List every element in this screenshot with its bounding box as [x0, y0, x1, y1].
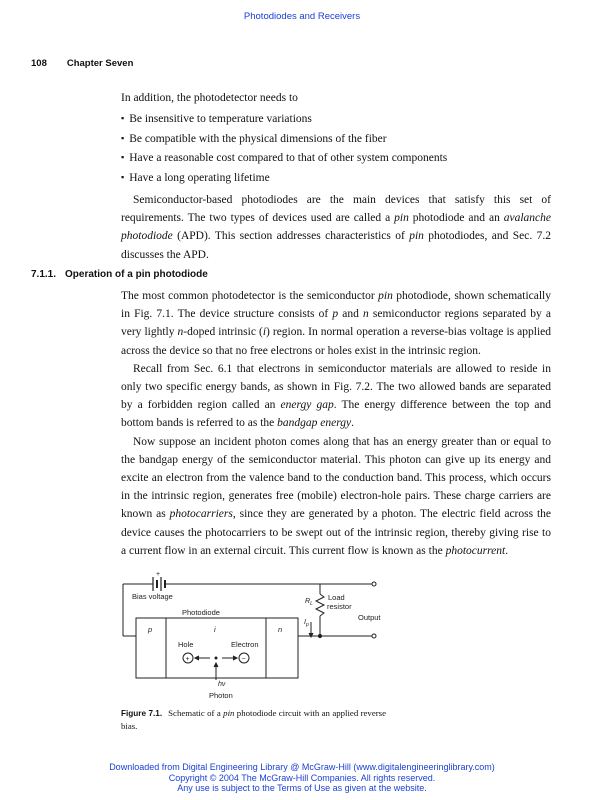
electron-charge-symbol: − [241, 656, 246, 663]
footer-notice [0, 762, 604, 794]
section-heading [31, 269, 208, 280]
figure-pin-circuit [120, 572, 390, 702]
i-region-label: i [214, 625, 216, 634]
paragraph-energy-bands: Recall from Sec. 6.1 that electrons in semiconductor materials are allowed to reside in only two specific energy bands, as shown in Fig. 7.2. The two allowed bands are separated by a forbidden region called an energy gap. The energy difference between the top and bottom bands is referred to as the bandgap energy. [121, 362, 551, 430]
output-label: Output [358, 613, 381, 622]
page-number: 108 [31, 58, 47, 69]
footer-copyright: Copyright © 2004 The McGraw-Hill Companies. All rights reserved. [168, 772, 436, 783]
list-item: ▪ Have a reasonable cost compared to that of other system components [121, 149, 551, 169]
running-head [31, 58, 133, 69]
photon-label: Photon [209, 691, 233, 700]
figure-caption: Figure 7.1. Schematic of a pin photodiode circuit with an applied reverse bias. [121, 708, 386, 731]
section-number: 7.1.1. [31, 269, 57, 280]
paragraph-structure: The most common photodetector is the semiconductor pin photodiode, shown schematically in Fig. 7.1. The device structure consists of p and n semiconductor regions separated by a very lightly n-doped intrinsic (i) region. In normal operation a reverse-bias voltage is applied across the device so that no free electrons or holes exist in the intrinsic region. [121, 290, 551, 357]
section-title: Operation of a pin photodiode [65, 269, 208, 280]
photon-energy-symbol: hν [218, 681, 226, 688]
list-item: ▪ Be insensitive to temperature variations [121, 110, 551, 130]
paragraph-photocurrent: Now suppose an incident photon comes along that has an energy greater than or equal to the bandgap energy of the semiconductor material. This photon can give up its energy and excite an electron from the valence band to the conduction band. This process, which occurs in the intrinsic region, generates free (mobile) electron-hole pairs. These charge carriers are known as photocarriers, since they are generated by a photon. The electric field across the device causes the photocarriers to be swept out of the intrinsic region, thereby giving rise to a current flow in an external circuit. This current flow is known as the photocurrent. [121, 435, 551, 557]
paragraph-photodiode-types: Semiconductor-based photodiodes are the main devices that satisfy this set of requirements. The two types of devices used are called a pin photodiode and an avalanche photodiode (APD). This section addresses characteristics of pin photodiodes, and Sec. 7.2 discusses the APD. [121, 194, 552, 261]
requirements-list [121, 110, 551, 188]
photodiode-label: Photodiode [182, 608, 220, 617]
figure-label: Figure 7.1. [121, 709, 163, 718]
resistor-label: resistor [327, 602, 352, 611]
hole-charge-symbol: + [185, 656, 190, 663]
section-body [121, 287, 551, 560]
intro-sentence: In addition, the photodetector needs to [121, 92, 298, 104]
p-region-label: p [148, 625, 153, 634]
circuit-diagram [120, 572, 390, 702]
top-link[interactable]: Photodiodes and Receivers [243, 11, 361, 22]
battery-plus-label: + [156, 572, 161, 578]
footer-terms[interactable]: Any use is subject to the Terms of Use as given at the website. [177, 783, 427, 793]
load-r-symbol: $R_L$ [305, 598, 313, 607]
footer-download-link[interactable]: Downloaded from Digital Engineering Library @ McGraw-Hill (www.digitalengineeringlibrary.com) [109, 762, 495, 772]
n-region-label: n [278, 625, 283, 634]
list-item: ▪ Be compatible with the physical dimensions of the fiber [121, 130, 551, 150]
list-item: ▪ Have a long operating lifetime [121, 169, 551, 189]
photocurrent-symbol: $I_p$ [304, 619, 309, 628]
load-label: Load [328, 593, 345, 602]
bias-voltage-label: Bias voltage [132, 592, 173, 601]
hole-label: Hole [178, 640, 194, 649]
electron-label: Electron [231, 640, 259, 649]
chapter-title: Chapter Seven [66, 58, 134, 69]
